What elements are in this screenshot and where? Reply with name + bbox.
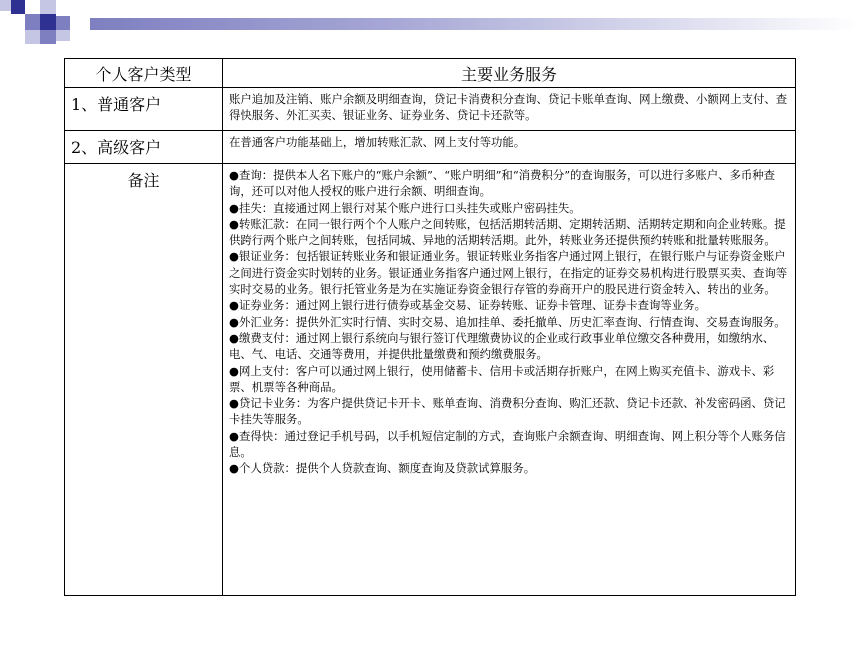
remark-item-bank-securities: ●银证业务：包括银证转账业务和银证通业务。银证转账业务指客户通过网上银行，在银行账户与证券资金账户之间进行资金实时划转的业务。银证通业务指客户通过网上银行，在指定的证券交易机构进行股票买卖、查询等实时交易的业务。银行托管业务是为在实施证券资金银行存管的券商开户的股民进行资金转入、转出的业务。	[229, 249, 788, 297]
remark-item-forex: ●外汇业务：提供外汇实时行情、实时交易、追加挂单、委托撤单、历史汇率查询、行情查询、交易查询服务。	[229, 314, 786, 329]
remarks-label: 备注	[65, 164, 223, 596]
table-row	[65, 88, 796, 131]
header-gradient-bar	[90, 18, 860, 30]
customer-type-ordinary: 1、普通客户	[65, 88, 223, 131]
remark-item-personal-loan: ●个人贷款：提供个人贷款查询、额度查询及贷款试算服务。	[229, 461, 536, 476]
remark-item-credit-card: ●贷记卡业务：为客户提供贷记卡开卡、账单查询、消费积分查询、购汇还款、贷记卡还款、补发密码函、贷记卡挂失等服务。	[229, 396, 786, 427]
remark-item-query: ●查询：提供本人名下账户的“账户余额”、“账户明细”和“消费积分”的查询服务，可以进行多账户、多币种查询，还可以对他人授权的账户进行余额、明细查询。	[229, 168, 776, 199]
deco-square	[56, 30, 70, 41]
deco-square	[0, 0, 11, 11]
deco-square	[11, 0, 25, 14]
table-row	[65, 131, 796, 164]
deco-square	[40, 14, 56, 30]
services-advanced: 在普通客户功能基础上，增加转账汇款、网上支付等功能。	[223, 131, 796, 164]
customer-type-advanced: 2、高级客户	[65, 131, 223, 164]
customer-service-table	[64, 58, 796, 596]
table-row-remarks	[65, 164, 796, 596]
header-customer-type: 个人客户类型	[65, 59, 223, 88]
table-header-row	[65, 59, 796, 88]
remark-item-transfer: ●转账汇款：在同一银行两个个人账户之间转账，包括活期转活期、定期转活期、活期转定期和向企业转账。提供跨行两个账户之间转账，包括同城、异地的活期转活期。此外，转账业务还提供预约转账和批量转账服务。	[229, 216, 786, 248]
remark-item-online-payment: ●网上支付：客户可以通过网上银行，使用储蓄卡、信用卡或活期存折账户，在网上购买充值卡、游戏卡、彩票、机票等各种商品。	[229, 363, 775, 394]
deco-square	[25, 30, 40, 44]
services-ordinary: 账户追加及注销、账户余额及明细查询，贷记卡消费积分查询、贷记卡账单查询、网上缴费、小额网上支付、查得快服务、外汇买卖、银证业务、证券业务、贷记卡还款等。	[223, 88, 796, 131]
remarks-content	[223, 164, 796, 596]
remark-item-quick-check: ●查得快：通过登记手机号码，以手机短信定制的方式，查询账户余额查询、明细查询、网上积分等个人账务信息。	[229, 428, 786, 460]
remark-item-securities: ●证券业务：通过网上银行进行债券或基金交易、证券转账、证券卡管理、证券卡查询等业务。	[229, 298, 706, 313]
deco-square	[40, 0, 56, 14]
remark-item-bill-payment: ●缴费支付：通过网上银行系统向与银行签订代理缴费协议的企业或行政事业单位缴交各种费用，如缴纳水、电、气、电话、交通等费用，并提供批量缴费和预约缴费服务。	[229, 330, 775, 362]
deco-square	[40, 30, 56, 44]
deco-square	[25, 14, 40, 30]
header-main-services: 主要业务服务	[223, 59, 796, 88]
remark-item-loss-report: ●挂失：直接通过网上银行对某个账户进行口头挂失或账户密码挂失。	[229, 200, 581, 215]
deco-square	[56, 16, 70, 30]
